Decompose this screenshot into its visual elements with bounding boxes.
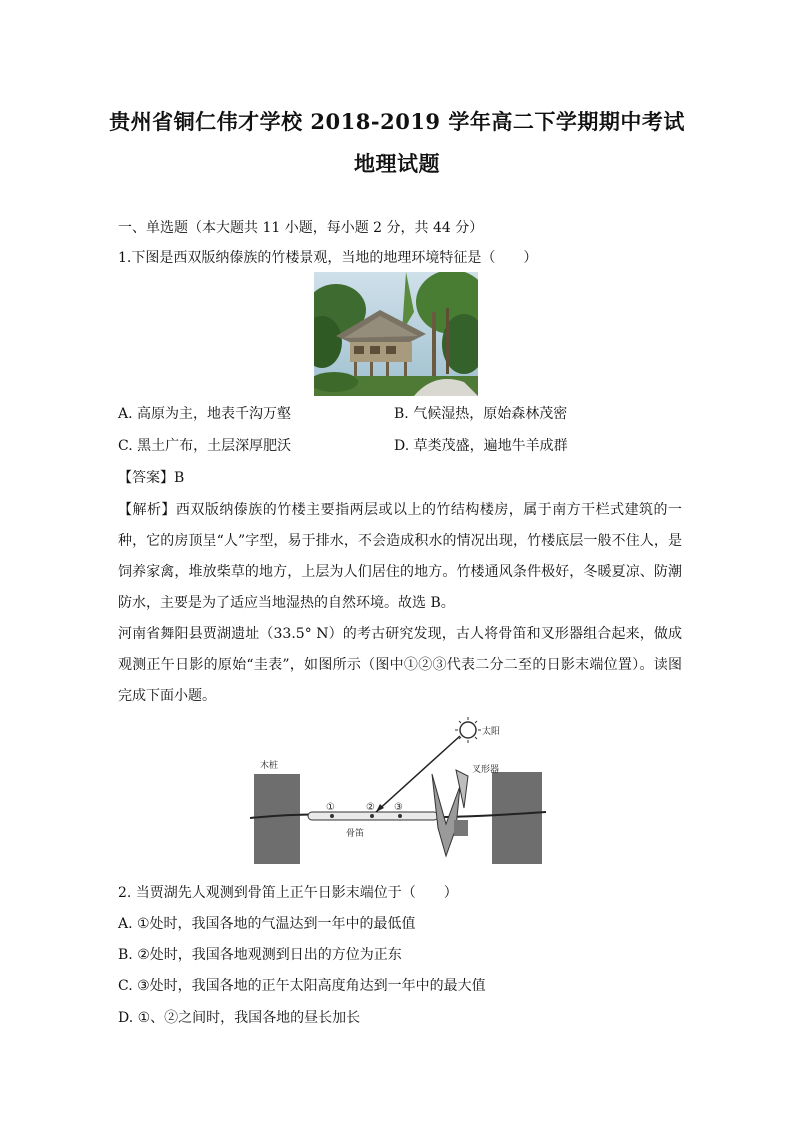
fork-label: 叉形器 (472, 765, 500, 775)
right-wooden-post (492, 772, 542, 864)
mark-2: ② (366, 802, 375, 813)
flute-label: 骨笛 (346, 829, 365, 839)
section-heading: 一、单选题（本大题共 11 小题，每小题 2 分，共 44 分） (118, 220, 484, 236)
q1-option-c: C. 黑土广布，土层深厚肥沃 (118, 438, 292, 454)
q1-option-d: D. 草类茂盛，遍地牛羊成群 (394, 438, 568, 454)
passage-intro: 河南省舞阳县贾湖遗址（33.5° N）的考古研究发现，古人将骨笛和叉形器组合起来，做成观测正午日影的原始“圭表”，如图所示（图中①②③代表二分二至的日影末端位置）。读图完成下面小题。 (118, 626, 682, 704)
question-2-stem: 2. 当贾湖先人观测到骨笛上正午日影末端位于（ ） (118, 885, 458, 901)
mark-1: ① (326, 802, 335, 813)
q1-option-b: B. 气候湿热，原始森林茂密 (394, 406, 568, 422)
exam-title-line1: 贵州省铜仁伟才学校 2018-2019 学年高二下学期期中考试 (109, 109, 685, 134)
fork-object (432, 774, 460, 856)
sun-label: 太阳 (482, 727, 501, 737)
mark-3: ③ (394, 802, 403, 813)
q2-option-c: C. ③处时，我国各地的正午太阳高度角达到一年中的最大值 (118, 978, 486, 994)
sun-icon (460, 722, 476, 738)
bamboo-house-photo (314, 272, 478, 396)
post-label: 木桩 (260, 761, 279, 771)
gnomon-diagram (250, 716, 546, 868)
q1-analysis: 【解析】西双版纳傣族的竹楼主要指两层或以上的竹结构楼房，属于南方干栏式建筑的一种，它的房顶呈“人”字型，易于排水，不会造成积水的情况出现，竹楼底层一般不住人，是饲养家禽，堆放柴草的地方，上层为人们居住的地方。竹楼通风条件极好，冬暖夏凉、防潮防水，主要是为了适应当地湿热的自然环境。故选 B。 (118, 502, 682, 611)
exam-title-line2: 地理试题 (354, 151, 440, 176)
left-wooden-post (254, 774, 300, 864)
q2-option-b: B. ②处时，我国各地观测到日出的方位为正东 (118, 947, 402, 963)
q2-option-a: A. ①处时，我国各地的气温达到一年中的最低值 (118, 916, 416, 932)
q1-option-a: A. 高原为主，地表千沟万壑 (118, 406, 292, 422)
sun-ray (376, 736, 460, 812)
q1-answer: 【答案】B (118, 470, 185, 486)
q2-option-d: D. ①、②之间时，我国各地的昼长加长 (118, 1010, 361, 1026)
question-1-stem: 1.下图是西双版纳傣族的竹楼景观，当地的地理环境特征是（ ） (118, 250, 538, 266)
